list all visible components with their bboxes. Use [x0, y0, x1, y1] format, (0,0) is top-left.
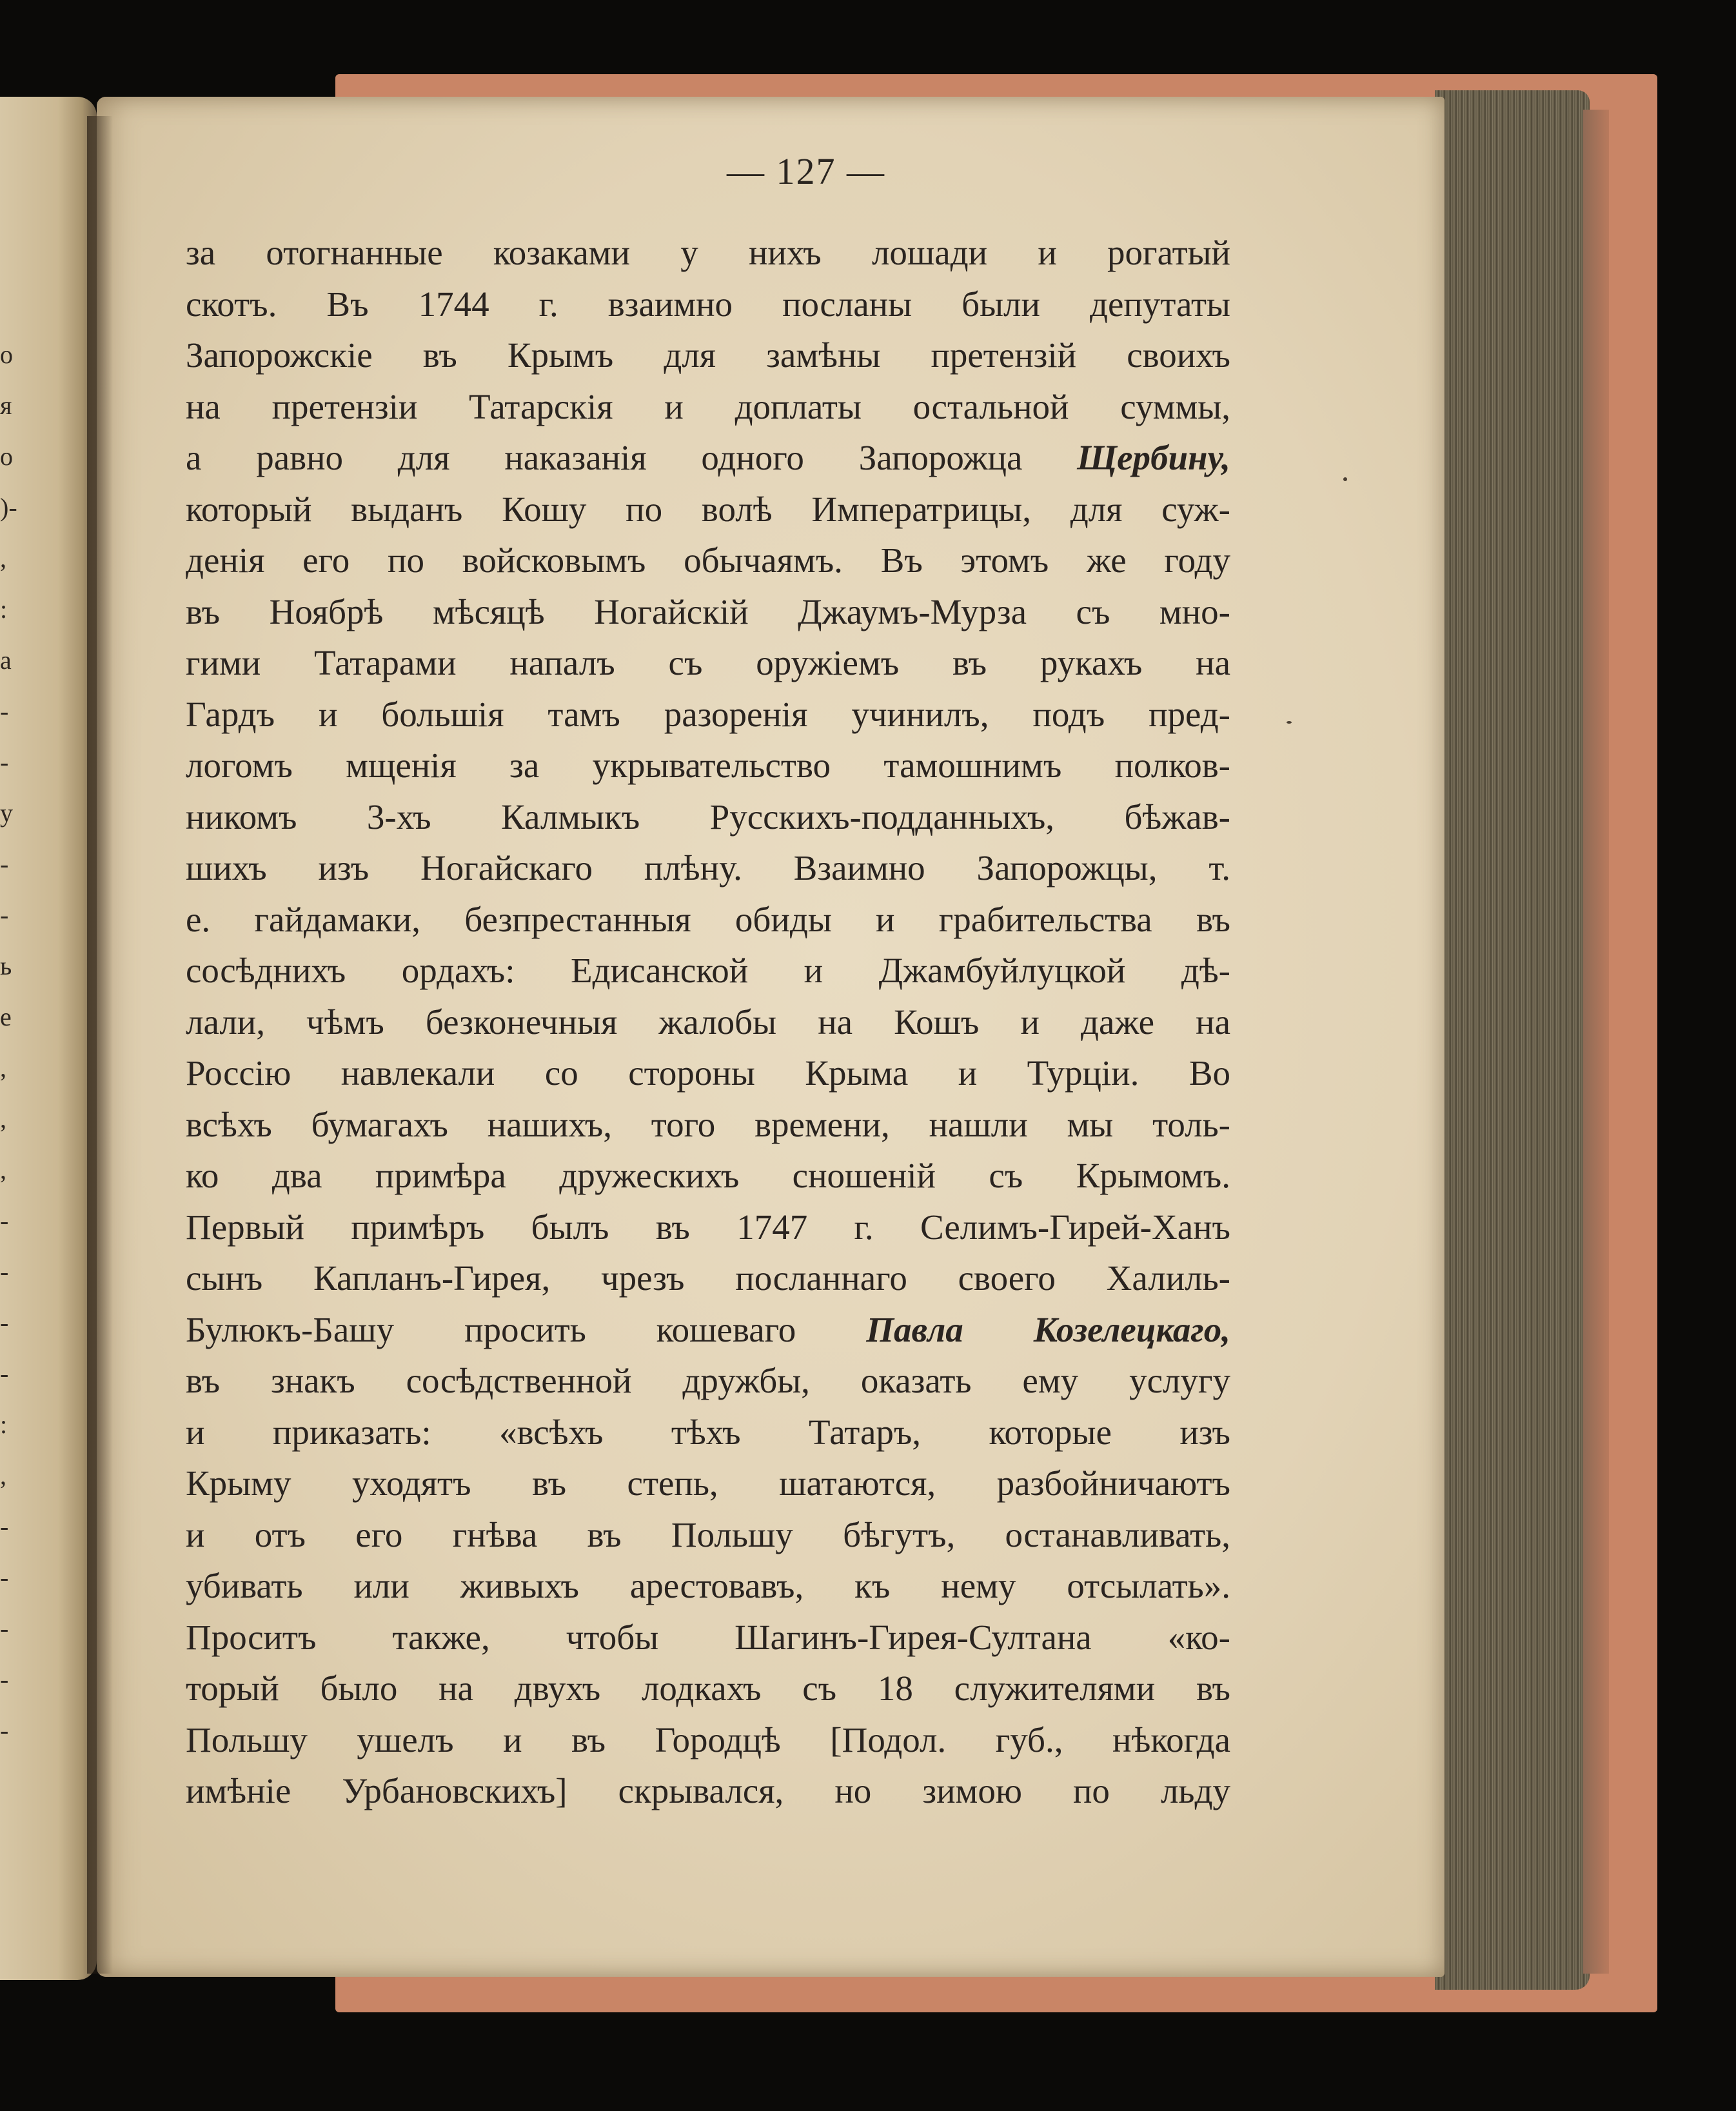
text-line: въ Ноябрѣ мѣсяцѣ Ногайскій Джаумъ-Мурза съ мно- — [186, 591, 1230, 631]
text-line: за отогнанные козаками у нихъ лошади и рогатый — [186, 233, 1230, 272]
left-page-fragment: - — [0, 1359, 9, 1388]
text-line: денія его по войсковымъ обычаямъ. Въ этомъ же году — [186, 540, 1230, 580]
text-line: въ знакъ сосѣдственной дружбы, оказать ему услугу — [186, 1361, 1230, 1400]
text-line: логомъ мщенія за укрывательство тамошнимъ полков- — [186, 746, 1230, 785]
cover-edge — [1583, 110, 1609, 1974]
left-page-text-fragments — [0, 329, 26, 1756]
left-page-fragment: - — [0, 849, 9, 878]
left-page-fragment: - — [0, 900, 9, 929]
text-line-segment: а равно для наказанія одного Запорожца — [186, 438, 1078, 477]
left-page-fragment: - — [0, 1308, 9, 1337]
left-page-fragment: - — [0, 1614, 9, 1643]
left-page-fragment: - — [0, 1716, 9, 1745]
text-line: никомъ 3-хъ Калмыкъ Русскихъ-подданныхъ, бѣжав- — [186, 797, 1230, 837]
page-number: — 127 — — [727, 150, 885, 192]
text-line: всѣхъ бумагахъ нашихъ, того времени, нашли мы толь- — [186, 1104, 1230, 1144]
left-page-fragment: , — [0, 1461, 6, 1490]
text-line: на претензіи Татарскія и доплаты остальной суммы, — [186, 386, 1230, 426]
text-line: сосѣднихъ ордахъ: Едисанской и Джамбуйлуцкой дѣ- — [186, 951, 1230, 990]
left-page-fragment: о — [0, 340, 13, 369]
italic-name: Щербину, — [1077, 438, 1230, 477]
page-body-text — [186, 227, 1230, 1817]
text-line: торый было на двухъ лодкахъ съ 18 служителями въ — [186, 1669, 1230, 1708]
italic-name: Павла Козелецкаго, — [866, 1309, 1230, 1349]
text-line: сынъ Капланъ-Гирея, чрезъ посланнаго своего Халиль- — [186, 1258, 1230, 1298]
text-line — [186, 432, 1230, 484]
left-page-fragment: a — [0, 646, 12, 675]
left-page-fragment: у — [0, 798, 13, 828]
text-line: и отъ его гнѣва въ Польшу бѣгутъ, останавливать, — [186, 1514, 1230, 1554]
text-line: е. гайдамаки, безпрестанныя обиды и грабительства въ — [186, 899, 1230, 939]
text-line: Крыму уходятъ въ степь, шатаются, разбойничаютъ — [186, 1463, 1230, 1503]
text-line — [186, 1304, 1230, 1356]
left-page-fragment: , — [0, 1155, 6, 1184]
left-page-fragment: ь — [0, 951, 12, 980]
left-page-fragment: - — [0, 1206, 9, 1235]
page-edges — [1435, 90, 1590, 1990]
text-line: шихъ изъ Ногайскаго плѣну. Взаимно Запорожцы, т. — [186, 848, 1230, 887]
text-line: Польшу ушелъ и въ Городцѣ [Подол. губ., нѣкогда — [186, 1720, 1230, 1759]
text-line: Проситъ также, чтобы Шагинъ-Гирея-Султана «ко- — [186, 1617, 1230, 1657]
left-page-fragment: я — [0, 391, 12, 420]
text-line: имѣніе Урбановскихъ] скрывался, но зимою по льду — [186, 1771, 1230, 1810]
left-page-fragment: , — [0, 1104, 6, 1133]
left-page-fragment: - — [0, 1665, 9, 1694]
left-page-fragment: : — [0, 595, 8, 624]
text-line: Россію навлекали со стороны Крыма и Турціи. Во — [186, 1053, 1230, 1093]
text-line: ко два примѣра дружескихъ сношеній съ Крымомъ. — [186, 1156, 1230, 1195]
left-page-fragment: - — [0, 1257, 9, 1286]
left-page-fragment: - — [0, 1512, 9, 1541]
left-page-fragment: о — [0, 442, 13, 471]
left-page-fragment: )- — [0, 493, 17, 522]
paper-speck — [1343, 477, 1347, 481]
paper-speck — [1287, 721, 1292, 724]
left-page-fragment: , — [0, 544, 6, 573]
left-page-fragment: - — [0, 748, 9, 777]
text-line: и приказать: «всѣхъ тѣхъ Татаръ, которые изъ — [186, 1412, 1230, 1452]
left-page-fragment: е — [0, 1002, 12, 1031]
text-line: Запорожскіе въ Крымъ для замѣны претензій своихъ — [186, 335, 1230, 375]
text-line: Первый примѣръ былъ въ 1747 г. Селимъ-Гирей-Ханъ — [186, 1207, 1230, 1247]
text-line: скотъ. Въ 1744 г. взаимно посланы были депутаты — [186, 284, 1230, 324]
left-page-fragment: : — [0, 1410, 8, 1439]
gutter-shadow — [87, 116, 113, 1974]
left-page-fragment: , — [0, 1053, 6, 1082]
text-line: который выданъ Кошу по волѣ Императрицы, для суж- — [186, 489, 1230, 529]
text-line-segment: Булюкъ-Башу просить кошеваго — [186, 1309, 867, 1349]
left-page-fragment: - — [0, 697, 9, 726]
left-page-fragment: - — [0, 1563, 9, 1592]
text-line: убивать или живыхъ арестовавъ, къ нему отсылать». — [186, 1566, 1230, 1605]
text-line: Гардъ и большія тамъ разоренія учинилъ, подъ пред- — [186, 694, 1230, 734]
text-line: гими Татарами напалъ съ оружіемъ въ рукахъ на — [186, 643, 1230, 682]
text-line: лали, чѣмъ безконечныя жалобы на Кошъ и даже на — [186, 1002, 1230, 1042]
left-page — [0, 97, 97, 1980]
